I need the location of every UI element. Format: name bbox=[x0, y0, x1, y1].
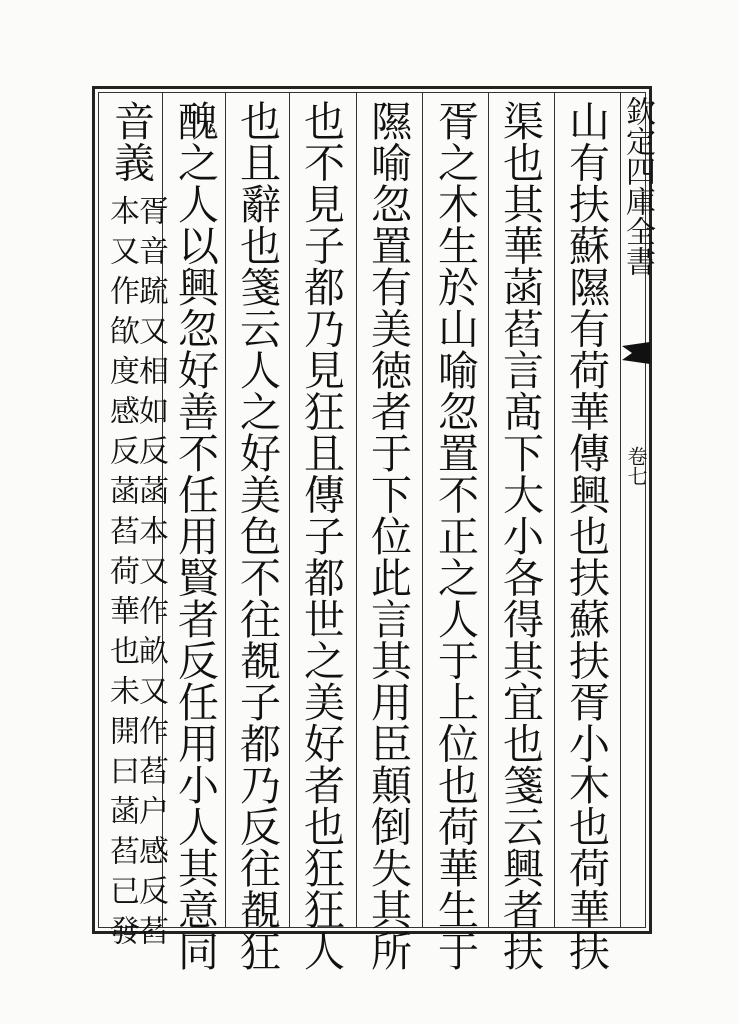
note-line-left: 本又作欿度感反菡萏荷華也未開曰菡萏已發 bbox=[104, 195, 139, 955]
text-column-6: 也且辭也箋云人之好美色不往覩子都乃反往覩狂 bbox=[233, 100, 281, 972]
text-column-4: 隰喻忽置有美徳者于下位此言其用臣顛倒失其所 bbox=[364, 100, 412, 972]
column-rule bbox=[356, 92, 357, 928]
column-rule bbox=[422, 92, 423, 928]
volume-label: 卷七 bbox=[624, 446, 648, 486]
column-rule bbox=[554, 92, 555, 928]
note-line-right: 胥音䟽又相如反菡本又作畝又作萏户感反萏 bbox=[133, 195, 168, 955]
fish-tail-icon bbox=[622, 342, 650, 364]
text-column-1: 山有扶蘇隰有荷華傳興也扶蘇扶胥小木也荷華扶 bbox=[562, 100, 610, 972]
text-column-5: 也不見子都乃見狂且傳子都世之美好者也狂狂人 bbox=[297, 100, 345, 972]
text-column-7: 醜之人以興忽好善不任用賢者反任用小人其意同 bbox=[171, 100, 219, 972]
column-rule bbox=[225, 92, 226, 928]
column-rule bbox=[289, 92, 290, 928]
column-rule bbox=[488, 92, 489, 928]
yinyi-heading: 音義 bbox=[107, 100, 155, 183]
text-column-2: 渠也其華菡萏言髙下大小各得其宜也箋云興者扶 bbox=[496, 100, 544, 972]
text-column-3: 胥之木生於山喻忽置不正之人于上位也荷華生于 bbox=[431, 100, 479, 972]
series-title: 欽定四庫全書 bbox=[620, 96, 655, 276]
